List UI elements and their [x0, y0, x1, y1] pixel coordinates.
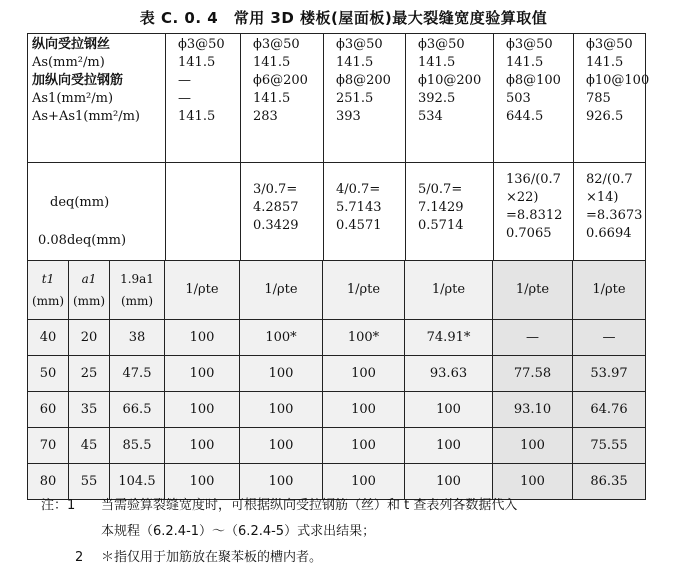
cell: 77.58: [493, 356, 573, 392]
cell: 0.3429: [253, 218, 299, 233]
cell: ϕ3@50: [506, 37, 553, 52]
cell: 251.5: [336, 91, 374, 106]
cell: 4/0.7=: [336, 182, 381, 197]
cell: 141.5: [253, 55, 291, 70]
cell: 66.5: [110, 392, 165, 428]
cell: 100: [405, 464, 493, 500]
header-rho-6: 1/ρte: [573, 261, 646, 320]
header-cell: a1: [81, 272, 97, 286]
bottom-table: [27, 260, 646, 500]
label-as: As(mm²/m): [32, 55, 105, 70]
cell: 47.5: [110, 356, 165, 392]
cell: 53.97: [573, 356, 646, 392]
cell: 55: [69, 464, 110, 500]
cell: 100: [493, 428, 573, 464]
note-1-cont: 本规程（6.2.4-1）～（6.2.4-5）式求出结果；: [101, 524, 376, 539]
cell: 141.5: [336, 55, 374, 70]
cell: ϕ3@50: [336, 37, 383, 52]
col-5-a: [494, 34, 574, 163]
table-row: [28, 428, 646, 464]
cell: 141.5: [178, 55, 216, 70]
cell: 100: [165, 428, 240, 464]
cell: 80: [28, 464, 69, 500]
cell: 100: [323, 392, 405, 428]
cell: 5.7143: [336, 200, 382, 215]
cell: ϕ8@100: [506, 73, 561, 88]
top-table: [27, 33, 650, 274]
col-1-b: [166, 163, 241, 274]
cell: =8.8312: [506, 208, 563, 223]
col-5-b: [494, 163, 574, 274]
cell: 100*: [323, 320, 405, 356]
cell: 75.55: [573, 428, 646, 464]
col-4-a: [406, 34, 494, 163]
col-4-b: [406, 163, 494, 274]
cell: 104.5: [110, 464, 165, 500]
cell: 4.2857: [253, 200, 299, 215]
cell: 93.10: [493, 392, 573, 428]
cell: 0.5714: [418, 218, 464, 233]
header-rho-5: 1/ρte: [493, 261, 573, 320]
cell: 100: [240, 356, 323, 392]
header-cell: (mm): [31, 294, 65, 308]
cell: ϕ8@200: [336, 73, 391, 88]
label-008deq: 0.08deq(mm): [38, 233, 127, 248]
cell: 785: [586, 91, 611, 106]
header-cell: (mm): [72, 294, 106, 308]
cell: 503: [506, 91, 531, 106]
cell: 100: [240, 392, 323, 428]
col-2-a: [241, 34, 324, 163]
cell: 40: [28, 320, 69, 356]
cell: 0.6694: [586, 226, 632, 241]
cell: 141.5: [586, 55, 624, 70]
cell: ϕ3@50: [253, 37, 300, 52]
table-row: [28, 163, 646, 274]
cell: 100: [165, 464, 240, 500]
cell: 64.76: [573, 392, 646, 428]
cell: —: [178, 73, 191, 88]
cell: 100: [405, 428, 493, 464]
cell: 141.5: [418, 55, 456, 70]
cell: 20: [69, 320, 110, 356]
cell: 141.5: [253, 91, 291, 106]
cell: 141.5: [506, 55, 544, 70]
header-row: [28, 261, 646, 320]
cell: 100: [240, 464, 323, 500]
cell: 100: [165, 356, 240, 392]
cell: 50: [28, 356, 69, 392]
col-3-b: [324, 163, 406, 274]
cell: ϕ10@100: [586, 73, 650, 88]
cell: 100: [240, 428, 323, 464]
cell: ϕ3@50: [178, 37, 225, 52]
col-3-a: [324, 34, 406, 163]
cell: ×22): [506, 190, 539, 205]
cell: 0.4571: [336, 218, 382, 233]
cell: —: [493, 320, 573, 356]
cell: 45: [69, 428, 110, 464]
cell: 644.5: [506, 109, 544, 124]
table-row: [28, 392, 646, 428]
cell: 38: [110, 320, 165, 356]
label-deq: deq(mm): [50, 195, 110, 210]
row-labels-a: [28, 34, 166, 163]
header-cell: t1: [41, 272, 55, 286]
col-6-a: [574, 34, 650, 163]
cell: 25: [69, 356, 110, 392]
label-rebar: 加纵向受拉钢筋: [32, 73, 124, 88]
cell: 35: [69, 392, 110, 428]
note-text: ＊指仅用于加筋放在聚苯板的槽内者。: [101, 550, 323, 565]
header-rho-1: 1/ρte: [165, 261, 240, 320]
cell: 100: [405, 392, 493, 428]
table-row: [28, 34, 646, 163]
header-19a1: [110, 261, 165, 320]
label-wire: 纵向受拉钢丝: [32, 37, 111, 52]
cell: ϕ10@200: [418, 73, 482, 88]
cell: ×14): [586, 190, 619, 205]
cell: 534: [418, 109, 443, 124]
table-row: [28, 320, 646, 356]
note-number: 2: [75, 550, 84, 565]
cell: 74.91*: [405, 320, 493, 356]
cell: 93.63: [405, 356, 493, 392]
header-rho-2: 1/ρte: [240, 261, 323, 320]
cell: 70: [28, 428, 69, 464]
cell: 393: [336, 109, 361, 124]
header-cell: (mm): [120, 294, 154, 308]
col-1-a: [166, 34, 241, 163]
cell: —: [178, 91, 191, 106]
cell: 100: [323, 356, 405, 392]
table-row: [28, 356, 646, 392]
cell: 392.5: [418, 91, 456, 106]
note-2: [75, 544, 322, 572]
col-6-b: [574, 163, 646, 274]
cell: 0.7065: [506, 226, 552, 241]
cell: 3/0.7=: [253, 182, 298, 197]
cell: ϕ6@200: [253, 73, 308, 88]
cell: =8.3673: [586, 208, 643, 223]
table-title: 表 C. 0. 4 常用 3D 楼板(屋面板)最大裂缝宽度验算取值: [139, 9, 548, 27]
cell: 926.5: [586, 109, 624, 124]
cell: ϕ3@50: [586, 37, 633, 52]
cell: 141.5: [178, 109, 216, 124]
cell: 86.35: [573, 464, 646, 500]
header-rho-4: 1/ρte: [405, 261, 493, 320]
header-t1: [28, 261, 69, 320]
note-text: 当需验算裂缝宽度时，可根据纵向受拉钢筋（丝）和 t 查表列各数据代入: [101, 498, 518, 513]
cell: 100: [165, 392, 240, 428]
cell: 136/(0.7: [506, 172, 561, 187]
cell: 85.5: [110, 428, 165, 464]
row-labels-b: [28, 163, 166, 274]
cell: —: [573, 320, 646, 356]
header-a1: [69, 261, 110, 320]
cell: 100: [493, 464, 573, 500]
header-rho-3: 1/ρte: [323, 261, 405, 320]
header-cell: 1.9a1: [120, 272, 154, 286]
cell: 100*: [240, 320, 323, 356]
cell: 100: [323, 428, 405, 464]
cell: 100: [323, 464, 405, 500]
note-1: [41, 492, 517, 520]
note-label: 注：1: [41, 498, 76, 513]
cell: 60: [28, 392, 69, 428]
label-sum: As+As1(mm²/m): [32, 109, 140, 124]
label-as1: As1(mm²/m): [32, 91, 114, 106]
cell: 283: [253, 109, 278, 124]
cell: 82/(0.7: [586, 172, 633, 187]
cell: 5/0.7=: [418, 182, 463, 197]
cell: 7.1429: [418, 200, 464, 215]
cell: ϕ3@50: [418, 37, 465, 52]
col-2-b: [241, 163, 324, 274]
cell: 100: [165, 320, 240, 356]
